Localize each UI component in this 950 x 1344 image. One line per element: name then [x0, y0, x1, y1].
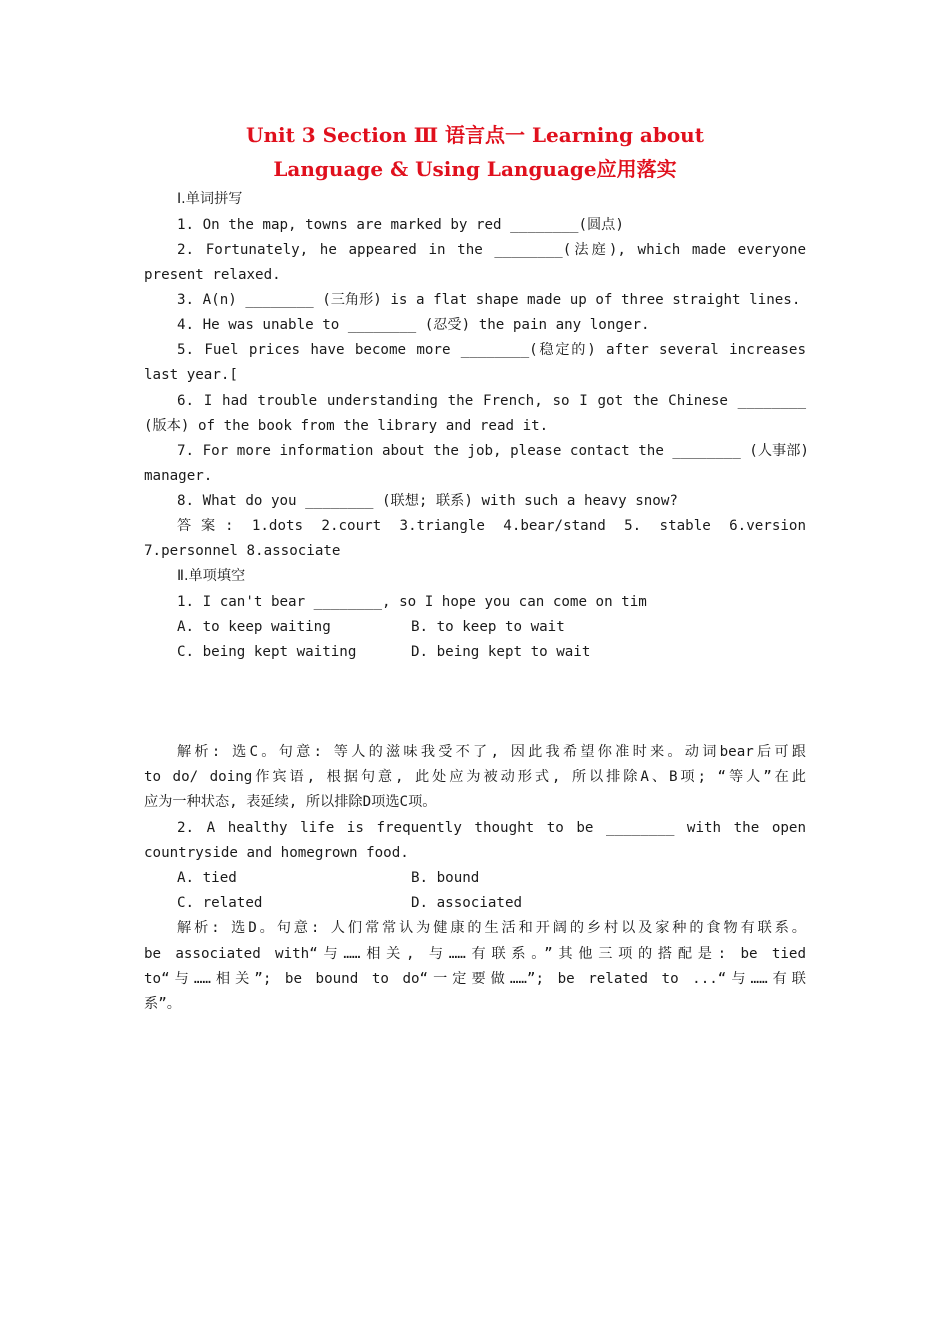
choice-question-1-option-c: C. being kept waiting — [177, 644, 357, 660]
choice-question-2-option-b: B. bound — [411, 870, 480, 886]
choice-question-2-explanation-line-2: be associated with“与……相关, 与……有联系。”其他三项的搭配是: be tied — [144, 946, 806, 962]
spelling-question-6-line-2: (版本) of the book from the library and read it. — [144, 418, 549, 434]
spelling-question-7-line-1: 7. For more information about the job, please contact the ________ (人事部) — [177, 443, 809, 459]
choice-question-1-explanation-line-3: 应为一种状态, 表延续, 所以排除D项选C项。 — [144, 794, 437, 810]
choice-question-1-option-b: B. to keep to wait — [411, 619, 565, 635]
spelling-question-7-line-2: manager. — [144, 468, 213, 484]
choice-question-2-option-c: C. related — [177, 895, 263, 911]
spelling-question-2-line-2: present relaxed. — [144, 267, 281, 283]
document-title-line-2: Language & Using Language应用落实 — [273, 157, 677, 181]
choice-question-1-option-d: D. being kept to wait — [411, 644, 591, 660]
choice-question-2-line-1: 2. A healthy life is frequently thought to be ________ with the open — [177, 820, 806, 836]
choice-question-1-explanation-line-2: to do/ doing作宾语, 根据句意, 此处应为被动形式, 所以排除A、B项; “等人”在此 — [144, 769, 806, 785]
choice-question-2-line-2: countryside and homegrown food. — [144, 845, 409, 861]
choice-question-2-explanation-line-1: 解析: 选D。句意: 人们常常认为健康的生活和开阔的乡村以及家种的食物有联系。 — [177, 920, 806, 936]
choice-question-2-explanation-line-3: to“与……相关”; be bound to do“一定要做……”; be related to ...“与……有联 — [144, 971, 806, 987]
choice-question-2-explanation-line-4: 系”。 — [144, 996, 181, 1012]
spelling-question-4: 4. He was unable to ________ (忍受) the pain any longer. — [177, 317, 650, 333]
spelling-answers-line-1: 答案: 1.dots 2.court 3.triangle 4.bear/stand 5. stable 6.version — [177, 518, 806, 534]
choice-question-2-option-a: A. tied — [177, 870, 237, 886]
spelling-question-6-line-1: 6. I had trouble understanding the French, so I got the Chinese ________ — [177, 393, 806, 409]
spelling-answers-line-2: 7.personnel 8.associate — [144, 543, 341, 559]
spelling-question-8: 8. What do you ________ (联想; 联系) with such a heavy snow? — [177, 493, 678, 509]
spelling-question-5-line-2: last year.[ — [144, 367, 238, 383]
section-heading-spelling: Ⅰ.单词拼写 — [177, 191, 243, 207]
spelling-question-1: 1. On the map, towns are marked by red ________(圆点) — [177, 217, 624, 233]
choice-question-1-option-a: A. to keep waiting — [177, 619, 331, 635]
section-heading-multiple-choice: Ⅱ.单项填空 — [177, 568, 246, 584]
choice-question-1-explanation-line-1: 解析: 选C。句意: 等人的滋味我受不了, 因此我希望你准时来。动词bear后可跟 — [177, 744, 806, 760]
document-title-line-1: Unit 3 Section Ⅲ 语言点一 Learning about — [246, 123, 704, 147]
choice-question-2-option-d: D. associated — [411, 895, 523, 911]
spelling-question-2-line-1: 2. Fortunately, he appeared in the ________(法庭), which made everyone — [177, 242, 806, 258]
spelling-question-5-line-1: 5. Fuel prices have become more ________(稳定的) after several increases — [177, 342, 806, 358]
spelling-question-3: 3. A(n) ________ (三角形) is a flat shape made up of three straight lines. — [177, 292, 801, 308]
choice-question-1: 1. I can't bear ________, so I hope you can come on tim — [177, 594, 647, 610]
